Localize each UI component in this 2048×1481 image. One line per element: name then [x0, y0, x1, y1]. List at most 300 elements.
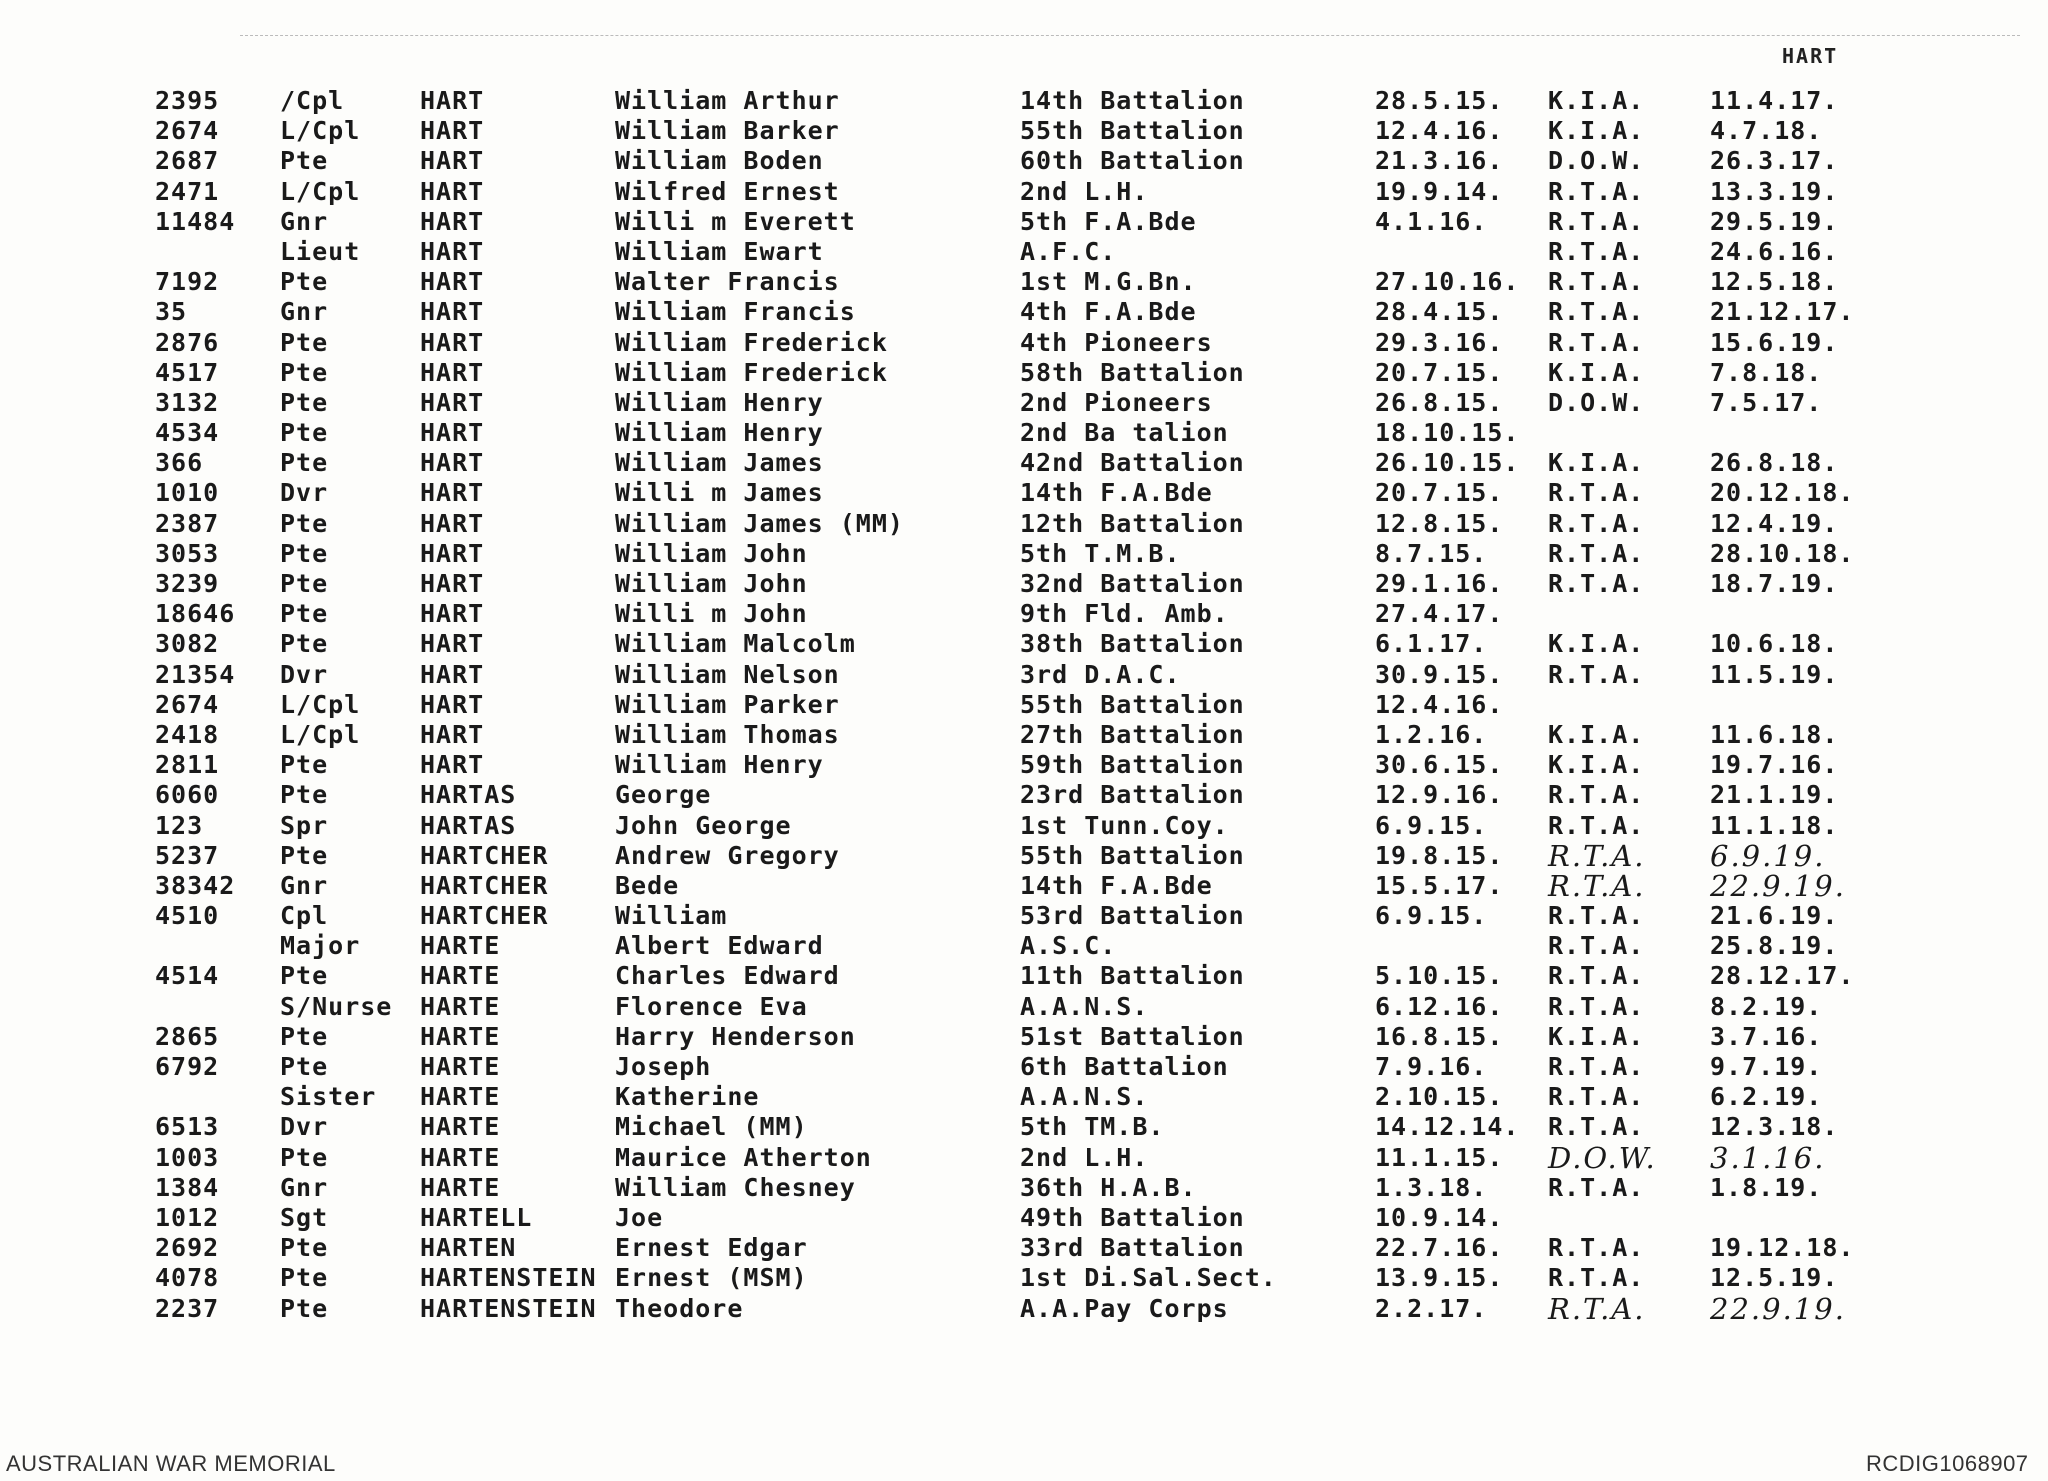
surname: HARTCHER [420, 840, 549, 870]
surname: HART [420, 146, 485, 176]
service-number: 11484 [155, 206, 236, 236]
surname: HART [420, 236, 485, 266]
rank: Pte [280, 1142, 329, 1172]
service-number: 4517 [155, 357, 220, 387]
rank: Pte [280, 1293, 329, 1323]
given-names: George [615, 780, 712, 810]
fate: R.T.A. [1548, 868, 1646, 903]
table-row [0, 1022, 2048, 1052]
surname: HARTELL [420, 1202, 533, 1232]
fate-date: 18.7.19. [1710, 569, 1839, 598]
given-names: Maurice Atherton [615, 1142, 872, 1172]
service-number: 2865 [155, 1021, 220, 1051]
rank: Pte [280, 448, 329, 478]
unit: 32nd Battalion [1020, 569, 1245, 598]
fate-date: 7.8.18. [1710, 357, 1823, 387]
given-names: William Chesney [615, 1172, 856, 1202]
fate: R.T.A. [1548, 659, 1645, 689]
unit: 59th Battalion [1020, 750, 1245, 780]
page-header-tag: HART [1782, 44, 1839, 68]
enlistment-date: 12.8.15. [1375, 508, 1504, 538]
fate: R.T.A. [1548, 538, 1645, 568]
unit: 5th TM.B. [1020, 1112, 1165, 1142]
rank: Dvr [280, 478, 329, 508]
given-names: Willi m James [615, 478, 824, 508]
surname: HART [420, 569, 485, 598]
surname: HARTE [420, 991, 501, 1021]
table-row [0, 509, 2048, 539]
table-row [0, 328, 2048, 358]
service-number: 38342 [155, 870, 236, 900]
service-number: 35 [155, 297, 188, 327]
table-row [0, 720, 2048, 750]
table-row [0, 750, 2048, 780]
unit: 4th Pioneers [1020, 327, 1213, 357]
unit: 38th Battalion [1020, 629, 1245, 659]
surname: HARTE [420, 1142, 501, 1172]
surname: HARTAS [420, 810, 517, 840]
fate: R.T.A. [1548, 206, 1645, 236]
service-number: 2687 [155, 146, 220, 176]
given-names: Michael (MM) [615, 1112, 808, 1142]
rank: /Cpl [280, 86, 345, 115]
surname: HART [420, 629, 485, 659]
unit: A.A.Pay Corps [1020, 1293, 1229, 1323]
fate-date: 12.3.18. [1710, 1112, 1839, 1142]
table-row [0, 690, 2048, 720]
unit: A.A.N.S. [1020, 991, 1149, 1021]
enlistment-date: 19.8.15. [1375, 840, 1504, 870]
table-row [0, 1263, 2048, 1293]
rank: Pte [280, 1052, 329, 1081]
surname: HARTE [420, 1021, 501, 1051]
surname: HARTE [420, 961, 501, 991]
fate-date: 21.6.19. [1710, 901, 1839, 931]
rank: Pte [280, 750, 329, 780]
table-row [0, 838, 2048, 873]
unit: 23rd Battalion [1020, 780, 1245, 810]
given-names: Joseph [615, 1052, 712, 1081]
fate-date: 6.9.19. [1710, 838, 1826, 873]
fate-date: 26.8.18. [1710, 448, 1839, 478]
fate-date: 19.12.18. [1710, 1233, 1855, 1263]
fate: K.I.A. [1548, 1021, 1645, 1051]
fate: R.T.A. [1548, 1112, 1645, 1142]
given-names: Albert Edward [615, 931, 824, 961]
fate: R.T.A. [1548, 176, 1645, 206]
rank: Pte [280, 146, 329, 176]
register-table [0, 86, 2048, 1324]
fate-date: 9.7.19. [1710, 1052, 1823, 1081]
unit: 12th Battalion [1020, 508, 1245, 538]
fate-date: 12.4.19. [1710, 508, 1839, 538]
enlistment-date: 12.4.16. [1375, 116, 1504, 146]
table-row [0, 1052, 2048, 1082]
given-names: Walter Francis [615, 267, 840, 297]
surname: HART [420, 387, 485, 417]
fate: K.I.A. [1548, 357, 1645, 387]
unit: 55th Battalion [1020, 116, 1245, 146]
fate-date: 28.12.17. [1710, 961, 1855, 991]
surname: HART [420, 689, 485, 719]
given-names: Bede [615, 870, 680, 900]
enlistment-date: 7.9.16. [1375, 1052, 1488, 1081]
enlistment-date: 10.9.14. [1375, 1202, 1504, 1232]
given-names: William Frederick [615, 327, 888, 357]
fate-date: 26.3.17. [1710, 146, 1839, 176]
surname: HART [420, 659, 485, 689]
surname: HART [420, 478, 485, 508]
fate: K.I.A. [1548, 86, 1645, 115]
enlistment-date: 4.1.16. [1375, 206, 1488, 236]
rank: Gnr [280, 870, 329, 900]
unit: 1st M.G.Bn. [1020, 267, 1197, 297]
unit: 33rd Battalion [1020, 1233, 1245, 1263]
surname: HART [420, 719, 485, 749]
rank: Pte [280, 1263, 329, 1293]
rank: Gnr [280, 297, 329, 327]
surname: HART [420, 448, 485, 478]
given-names: Harry Henderson [615, 1021, 856, 1051]
fate: R.T.A. [1548, 297, 1645, 327]
fate: R.T.A. [1548, 838, 1646, 873]
rank: Sister [280, 1082, 377, 1112]
enlistment-date: 20.7.15. [1375, 478, 1504, 508]
surname: HART [420, 599, 485, 629]
service-number: 6513 [155, 1112, 220, 1142]
fate-date: 22.9.19. [1710, 1291, 1846, 1326]
fate: K.I.A. [1548, 116, 1645, 146]
given-names: William Parker [615, 689, 840, 719]
table-row [0, 358, 2048, 388]
service-number: 3082 [155, 629, 220, 659]
fate: R.T.A. [1548, 780, 1645, 810]
enlistment-date: 26.8.15. [1375, 387, 1504, 417]
enlistment-date: 27.10.16. [1375, 267, 1520, 297]
unit: 2nd L.H. [1020, 176, 1149, 206]
enlistment-date: 27.4.17. [1375, 599, 1504, 629]
service-number: 4078 [155, 1263, 220, 1293]
enlistment-date: 22.7.16. [1375, 1233, 1504, 1263]
rank: Dvr [280, 1112, 329, 1142]
service-number: 4534 [155, 418, 220, 448]
rank: Pte [280, 840, 329, 870]
fate-date: 12.5.18. [1710, 267, 1839, 297]
fate-date: 21.1.19. [1710, 780, 1839, 810]
fate: R.T.A. [1548, 327, 1645, 357]
fate-date: 28.10.18. [1710, 538, 1855, 568]
footer-id: RCDIG1068907 [1866, 1451, 2029, 1476]
rank: Pte [280, 387, 329, 417]
fate-date: 7.5.17. [1710, 387, 1823, 417]
table-row [0, 1140, 2048, 1175]
service-number: 2876 [155, 327, 220, 357]
surname: HARTCHER [420, 901, 549, 931]
service-number: 5237 [155, 840, 220, 870]
table-row [0, 1233, 2048, 1263]
given-names: William John [615, 538, 808, 568]
fate-date: 29.5.19. [1710, 206, 1839, 236]
enlistment-date: 2.2.17. [1375, 1293, 1488, 1323]
enlistment-date: 21.3.16. [1375, 146, 1504, 176]
given-names: William [615, 901, 728, 931]
fate: R.T.A. [1548, 1172, 1645, 1202]
fate-date: 11.4.17. [1710, 86, 1839, 115]
rank: Pte [280, 1233, 329, 1263]
rank: Dvr [280, 659, 329, 689]
rank: Gnr [280, 206, 329, 236]
table-row [0, 388, 2048, 418]
unit: 1st Di.Sal.Sect. [1020, 1263, 1277, 1293]
unit: 5th F.A.Bde [1020, 206, 1197, 236]
surname: HARTENSTEIN [420, 1293, 597, 1323]
given-names: William Ewart [615, 236, 824, 266]
given-names: William Henry [615, 750, 824, 780]
rank: L/Cpl [280, 689, 361, 719]
fate: K.I.A. [1548, 629, 1645, 659]
surname: HART [420, 750, 485, 780]
unit: 6th Battalion [1020, 1052, 1229, 1081]
fate: D.O.W. [1548, 1140, 1657, 1175]
surname: HARTE [420, 1172, 501, 1202]
fate-date: 10.6.18. [1710, 629, 1839, 659]
enlistment-date: 5.10.15. [1375, 961, 1504, 991]
table-row [0, 177, 2048, 207]
given-names: Florence Eva [615, 991, 808, 1021]
table-row [0, 931, 2048, 961]
enlistment-date: 16.8.15. [1375, 1021, 1504, 1051]
given-names: Willi m John [615, 599, 808, 629]
fate-date: 4.7.18. [1710, 116, 1823, 146]
surname: HART [420, 297, 485, 327]
rank: Cpl [280, 901, 329, 931]
fate-date: 19.7.16. [1710, 750, 1839, 780]
service-number: 21354 [155, 659, 236, 689]
given-names: William Henry [615, 418, 824, 448]
fate: K.I.A. [1548, 448, 1645, 478]
unit: 42nd Battalion [1020, 448, 1245, 478]
surname: HART [420, 116, 485, 146]
table-row [0, 901, 2048, 931]
surname: HARTE [420, 1052, 501, 1081]
unit: 14th Battalion [1020, 86, 1245, 115]
enlistment-date: 29.3.16. [1375, 327, 1504, 357]
service-number: 4514 [155, 961, 220, 991]
given-names: Willi m Everett [615, 206, 856, 236]
table-row [0, 539, 2048, 569]
service-number: 2692 [155, 1233, 220, 1263]
given-names: William Boden [615, 146, 824, 176]
fate-date: 11.1.18. [1710, 810, 1839, 840]
given-names: Charles Edward [615, 961, 840, 991]
service-number: 2387 [155, 508, 220, 538]
service-number: 1010 [155, 478, 220, 508]
unit: 9th Fld. Amb. [1020, 599, 1229, 629]
given-names: Ernest Edgar [615, 1233, 808, 1263]
table-row [0, 297, 2048, 327]
fate-date: 22.9.19. [1710, 868, 1846, 903]
service-number: 3053 [155, 538, 220, 568]
service-number: 2418 [155, 719, 220, 749]
fate: R.T.A. [1548, 901, 1645, 931]
rank: Sgt [280, 1202, 329, 1232]
fate: R.T.A. [1548, 478, 1645, 508]
fate-date: 1.8.19. [1710, 1172, 1823, 1202]
table-row [0, 86, 2048, 116]
table-row [0, 1291, 2048, 1326]
fate: R.T.A. [1548, 1082, 1645, 1112]
service-number: 1012 [155, 1202, 220, 1232]
enlistment-date: 12.4.16. [1375, 689, 1504, 719]
given-names: William James (MM) [615, 508, 904, 538]
table-row [0, 868, 2048, 903]
service-number: 2395 [155, 86, 220, 115]
enlistment-date: 1.3.18. [1375, 1172, 1488, 1202]
given-names: John George [615, 810, 792, 840]
fate: D.O.W. [1548, 146, 1645, 176]
fate: R.T.A. [1548, 931, 1645, 961]
surname: HART [420, 267, 485, 297]
unit: 51st Battalion [1020, 1021, 1245, 1051]
rank: L/Cpl [280, 116, 361, 146]
service-number: 1003 [155, 1142, 220, 1172]
rank: Gnr [280, 1172, 329, 1202]
given-names: William James [615, 448, 824, 478]
enlistment-date: 11.1.15. [1375, 1142, 1504, 1172]
unit: A.F.C. [1020, 236, 1117, 266]
service-number: 1384 [155, 1172, 220, 1202]
fate: R.T.A. [1548, 267, 1645, 297]
fate-date: 12.5.19. [1710, 1263, 1839, 1293]
rank: Major [280, 931, 361, 961]
enlistment-date: 2.10.15. [1375, 1082, 1504, 1112]
fate-date: 3.1.16. [1710, 1140, 1826, 1175]
enlistment-date: 8.7.15. [1375, 538, 1488, 568]
rank: Pte [280, 780, 329, 810]
unit: A.A.N.S. [1020, 1082, 1149, 1112]
given-names: William John [615, 569, 808, 598]
rank: Pte [280, 327, 329, 357]
given-names: William Francis [615, 297, 856, 327]
unit: A.S.C. [1020, 931, 1117, 961]
surname: HARTE [420, 931, 501, 961]
unit: 2nd L.H. [1020, 1142, 1149, 1172]
unit: 5th T.M.B. [1020, 538, 1181, 568]
rank: Pte [280, 569, 329, 598]
given-names: William Thomas [615, 719, 840, 749]
surname: HART [420, 538, 485, 568]
fate-date: 11.5.19. [1710, 659, 1839, 689]
table-row [0, 207, 2048, 237]
surname: HARTE [420, 1112, 501, 1142]
table-row [0, 780, 2048, 810]
rank: Pte [280, 538, 329, 568]
table-row [0, 1112, 2048, 1142]
fate-date: 20.12.18. [1710, 478, 1855, 508]
rank: Lieut [280, 236, 361, 266]
surname: HARTE [420, 1082, 501, 1112]
rank: Pte [280, 629, 329, 659]
service-number: 6792 [155, 1052, 220, 1081]
given-names: Wilfred Ernest [615, 176, 840, 206]
given-names: William Frederick [615, 357, 888, 387]
table-row [0, 146, 2048, 176]
fate: R.T.A. [1548, 569, 1645, 598]
fate-date: 11.6.18. [1710, 719, 1839, 749]
enlistment-date: 30.9.15. [1375, 659, 1504, 689]
table-row [0, 569, 2048, 599]
unit: 27th Battalion [1020, 719, 1245, 749]
table-row [0, 1203, 2048, 1233]
table-row [0, 629, 2048, 659]
table-row [0, 1173, 2048, 1203]
table-row [0, 811, 2048, 841]
unit: 58th Battalion [1020, 357, 1245, 387]
given-names: Katherine [615, 1082, 760, 1112]
rank: L/Cpl [280, 176, 361, 206]
surname: HART [420, 418, 485, 448]
rank: Pte [280, 599, 329, 629]
fate: R.T.A. [1548, 1052, 1645, 1081]
fate-date: 25.8.19. [1710, 931, 1839, 961]
enlistment-date: 18.10.15. [1375, 418, 1520, 448]
given-names: Joe [615, 1202, 664, 1232]
fate-date: 3.7.16. [1710, 1021, 1823, 1051]
service-number: 366 [155, 448, 204, 478]
unit: 3rd D.A.C. [1020, 659, 1181, 689]
fate-date: 8.2.19. [1710, 991, 1823, 1021]
table-row [0, 1082, 2048, 1112]
given-names: William Henry [615, 387, 824, 417]
unit: 53rd Battalion [1020, 901, 1245, 931]
enlistment-date: 6.9.15. [1375, 901, 1488, 931]
rank: Pte [280, 267, 329, 297]
enlistment-date: 1.2.16. [1375, 719, 1488, 749]
unit: 1st Tunn.Coy. [1020, 810, 1229, 840]
enlistment-date: 6.9.15. [1375, 810, 1488, 840]
surname: HART [420, 327, 485, 357]
surname: HART [420, 508, 485, 538]
service-number: 3239 [155, 569, 220, 598]
rank: Pte [280, 508, 329, 538]
unit: 4th F.A.Bde [1020, 297, 1197, 327]
surname: HARTAS [420, 780, 517, 810]
table-row [0, 660, 2048, 690]
fate: R.T.A. [1548, 1291, 1646, 1326]
given-names: Theodore [615, 1293, 744, 1323]
enlistment-date: 15.5.17. [1375, 870, 1504, 900]
given-names: William Barker [615, 116, 840, 146]
service-number: 3132 [155, 387, 220, 417]
fate: R.T.A. [1548, 810, 1645, 840]
fate-date: 13.3.19. [1710, 176, 1839, 206]
surname: HART [420, 176, 485, 206]
service-number: 2237 [155, 1293, 220, 1323]
service-number: 2471 [155, 176, 220, 206]
enlistment-date: 26.10.15. [1375, 448, 1520, 478]
fate: R.T.A. [1548, 991, 1645, 1021]
fate-date: 6.2.19. [1710, 1082, 1823, 1112]
enlistment-date: 19.9.14. [1375, 176, 1504, 206]
unit: 14th F.A.Bde [1020, 478, 1213, 508]
surname: HART [420, 357, 485, 387]
unit: 14th F.A.Bde [1020, 870, 1213, 900]
given-names: Ernest (MSM) [615, 1263, 808, 1293]
rank: Pte [280, 418, 329, 448]
fate: R.T.A. [1548, 1263, 1645, 1293]
service-number: 4510 [155, 901, 220, 931]
enlistment-date: 28.4.15. [1375, 297, 1504, 327]
